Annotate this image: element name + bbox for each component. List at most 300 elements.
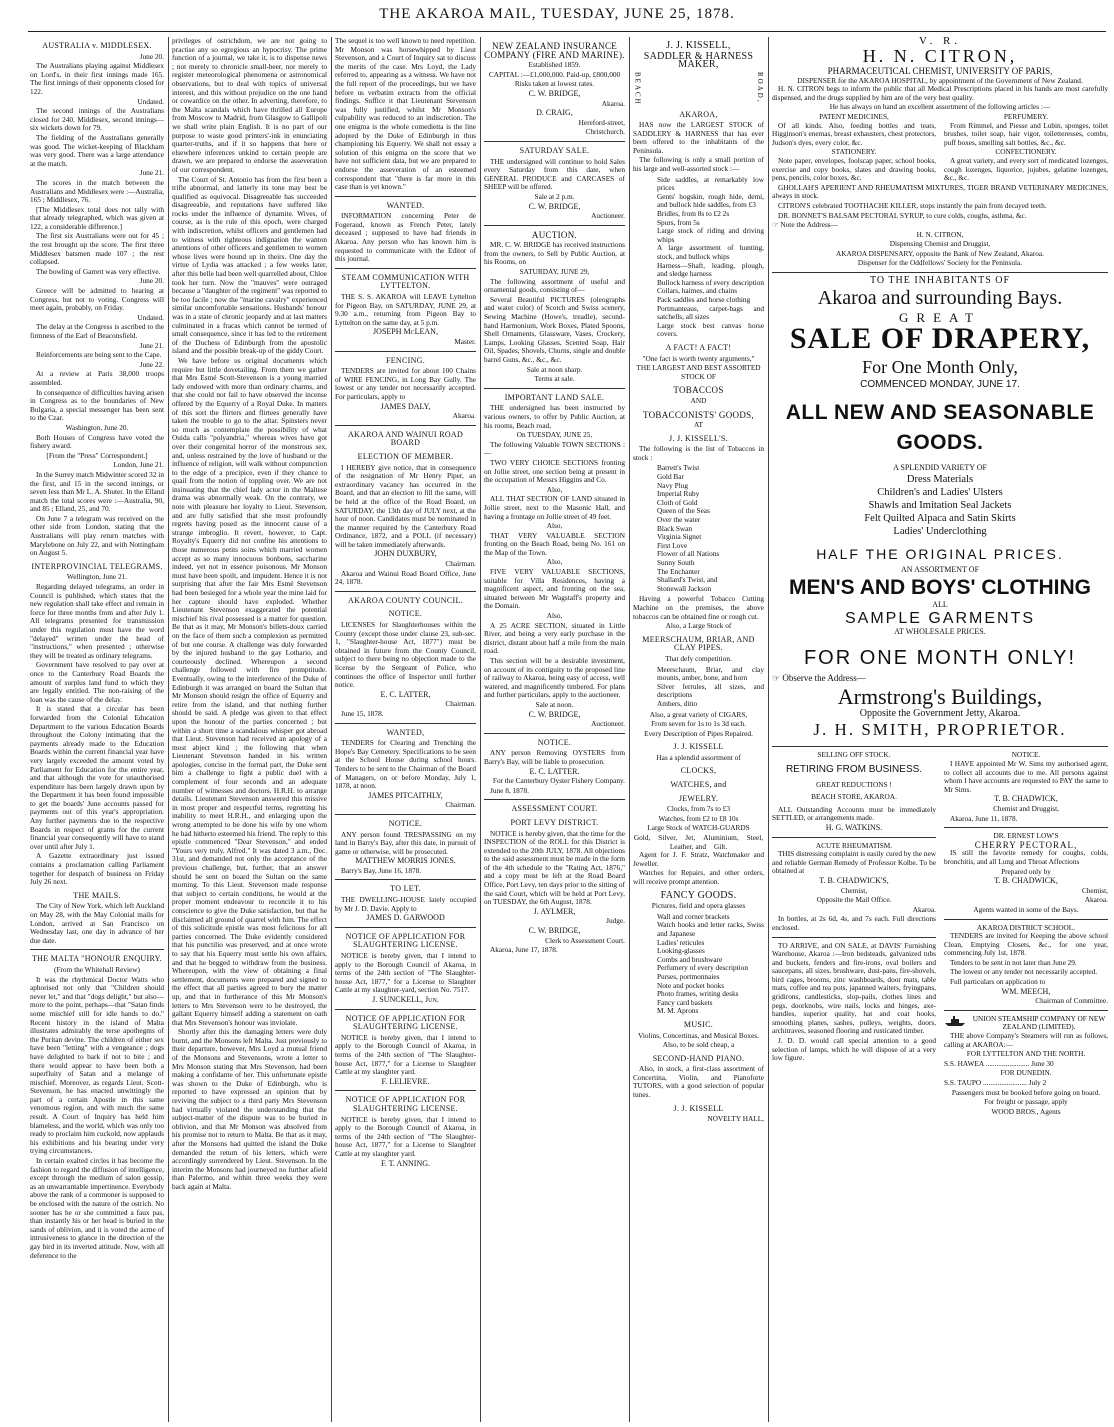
paragraph: Government have resolved to pay over at once to the Canterbury Road Boards the amount of surplus land fund to which they are legally entitled. The non-raising of the loan was the cause of the delay. [30,660,164,704]
ad-heading: ALL [932,600,948,610]
list-item: Gold, [633,833,651,843]
citron-title: H. N. CITRON, [862,45,1018,66]
ad-body: THAT VERY VALUABLE SECTION fronting on the Beach Road, being No. 161 on the Map of the Town. [484,530,625,557]
ad-heading: STEAM COMMUNICATION WITH LYTTELTON. [341,272,470,291]
signature: C. W. BRIDGE, [528,201,581,211]
dateline: Undated. [137,312,164,322]
ad-body: THE undersigned has been instructed by various owners, to offer by Public Auction, at his rooms, Beach road, [484,403,625,430]
divider [484,388,625,389]
ad-heading: AKAROA COUNTY COUNCIL. [348,595,463,605]
ad-heading: AKAROA AND WAINUI ROAD BOARD [347,429,464,448]
paragraph: [The Middlesex total does not tally with that already telegraphed, which was given at 122, a considerable difference.] [30,204,164,231]
section-heading: INTERPROVINCIAL TELEGRAMS. [31,561,163,571]
ad-body: THE undersigned will continue to hold Sales every Saturday from this date, when GENERAL PRODUCE and CARCASES of SHEEP will be offered. [484,156,625,192]
ad-title: J. J. KISSELL, [666,40,731,51]
ad-body: FIVE VERY VALUABLE SECTIONS, suitable for Villa Residences, having a magnificent aspect, and fronting on the sea, situated between Mr Wagstaff's property and the Domain. [484,567,625,611]
paragraph: The first six Australians were out for 45 ; the rest brought up the score. The first three Middlesex batsmen made 107 ; the rest collapsed. [30,231,164,267]
dateline: June 21. [139,168,164,178]
ad-heading: UNION STEAMSHIP COMPANY OF NEW ZEALAND (LIMITED). [972,1013,1106,1032]
signature: T. B. CHADWICK'S, [819,875,889,885]
paragraph: privileges of ostrichdom, we are not going to practise any so egregious an hypocrisy. The prime function of a journal, we take it, is to dispense news ; not merely to chronicle small-beer, nor merely to register meteorological phenomena or astronomical observations, but to deal with topics of universal interest, and this without prejudice on the one hand or cowardice on the other. In adverting, therefore, to the Malta scandals which have thrilled all Europe from Moscow to Madrid, from Glasgow to Gallipoli we shall write plain English. It is no part of our purpose to waste good printers'-ink in enunciating quarter-truths, and if it so happens that here or elsewhere inferences unkind to certain people are drawn, we are prepared to endorse the asseveration of our correspondent. [172,37,327,174]
ad-line: Risks taken at lowest rates. [514,79,595,89]
ad-line: From seven for 1s to 1s 3d each. [651,719,746,729]
list-item: Navy Plug [657,480,689,490]
list-item: Bullock harness of every description [657,277,764,287]
section-heading: THE MAILS. [73,890,121,900]
signature-place: Akaroa. [912,904,936,914]
ad-heading: NOTICE. [537,737,572,747]
ad-body: NOTICE is hereby given, that I intend to apply to the Borough Council of Akaroa, in terms of the 24th section of "The Slaughter-house Act, 1877," for a License to Slaughter Cattle at my slaughter yard. [335,1032,476,1077]
dateline: [From the "Press" Correspondent.] [46,450,148,460]
divider [335,814,476,815]
steamship-icon [944,1015,966,1027]
list-item: Leather, and [669,841,706,851]
ad-line: Also, [546,484,563,494]
ad-line: THE LARGEST AND BEST ASSORTED STOCK OF [636,363,761,381]
paragraph: Shortly after this the damaging letters were duly burnt, and the Monsons left Malta. Just previously to their departure, however, Mrs Loyd a mutual friend of the Monsons and Stevensons, wrote a letter to Mrs Monson stating that Mrs Stevenson, had been making a confidante of her. This unfortunate epistle was shown to the Duke of Edinburgh, who is reported to have expressed an opinion that by reviving the subject to a third party Mrs Stevenson had virtually violated the understanding that the subject-matter of the dispute was to be buried in oblivion, and that Mr Monson was absolved from his promise not to return to Malta. Be that as it may, after the Monsons had quitted the island the Duke demanded the return of his letters, which were accordingly surrendered by Lieut. Stevenson. In the interim the Monsons had journeyed no further afield than Palermo, and within three weeks they were back again at Malta. [172,1027,327,1191]
list-item: Children's and Ladies' Ulsters [877,486,1003,498]
divider [335,196,476,197]
ad-heading: NOTICE. [388,818,423,828]
dateline: Washington, June 20. [65,422,129,432]
list-item: Sunny South [657,558,695,568]
ad-heading: J. J. KISSELL'S. [669,433,728,443]
ad-body: Agent for J. F. Stratz, Watchmaker and Jeweller. [633,850,764,868]
signature-place: Akaroa. [1084,895,1108,905]
ad-line: Passengers must be booked before going on board. [951,1087,1101,1097]
ad-body: Of all kinds. Also, feeding bottles and teats, Higginson's enemas, breast exhausters, chest protectors, Judson's dyes, every color, &c. [772,120,936,147]
one-month-banner: FOR ONE MONTH ONLY! [803,647,1077,670]
ad-heading: AKAROA, [679,109,718,119]
ad-heading: PATENT MEDICINES, [819,111,889,121]
ad-line: Pictures, field and opera glasses [651,901,746,911]
dateline: London, June 21. [113,460,164,470]
paragraph: It is stated that a circular has been forwarded from the Colonial Education Department to the various Education Boards throughout the Colony intimating that the payments already made to the Education Boards within the current financial year have very largely exceeded the amount voted by Parliament for Education for the entire year, and that although the vote for unauthorised expenditure has been largely drawn upon by the Department it has been found impossible to get the boards' June accounts passed for payments out of this year's appropriation. Any further payments due to the respective Boards in respect of grants for the current financial year consequently will have to stand over until after July 1. [30,704,164,851]
ad-line: Dispensing Chemist and Druggist, [889,239,991,249]
signature: F. LELIEVRE. [381,1076,430,1086]
sub-column [772,751,936,1117]
drapery-sale: SALE OF DRAPERY, [789,322,1091,356]
dateline: June 22. [139,359,164,369]
signature-title: Clerk to Assessment Court. [545,935,625,945]
paragraph: In the Surrey match Midwinter scored 32 in the first, and 15 in the second innings, or seven less than Mr L. A. Shuter. In the Elland match the total scores were :—Australia, 90, and 85 ; Elland, 25, and 70. [30,469,164,514]
ad-body: Watches for Repairs, and other orders, will receive prompt attention. [633,868,764,887]
list-item: A large assortment of hunting, stock, and bullock whips [657,243,764,262]
ad-line: AKAROA DISPENSARY, opposite the Bank of New Zealand, Akaroa. [835,248,1044,258]
ad-line: NOVELTY HALL, [707,1114,764,1124]
list-item: Shallard's Twist, and [657,575,718,585]
side-word: ROAD, [756,71,764,104]
union-steamship-header [944,1015,1108,1032]
list-item: Spurs, from 5s [657,217,700,227]
ad-heading: NOTICE OF APPLICATION FOR SLAUGHTERING LICENSE. [345,1095,466,1113]
ad-line: Dispenser for the Oddfellows' Society for the Peninsula. [857,258,1023,268]
ad-body: THIS distressing complaint is easily cured by the new and reliable German Remedy of Professor Kolbe. To be obtained at [772,849,936,876]
ad-heading: WANTED, [386,727,425,737]
section-heading: AUSTRALIA v. MIDDLESEX. [42,41,152,50]
signature: C. W. BRIDGE, [528,709,581,719]
ad-line [772,674,1108,683]
signature-title: Chairman. [445,559,476,569]
dateline: June 20. [139,276,164,286]
column-divider [480,37,481,1422]
ad-line: Has a splendid assortment of [656,752,741,762]
list-item: Felt Quilted Alpaca and Satin Skirts [864,512,1016,524]
ad-heading: MEERSCHAUM, BRIAR, AND CLAY PIPES. [642,634,755,653]
ad-body: Note paper, envelopes, foolscap paper, school books, exercise and copy books, slates and drawing books, pens, pencils, color boxes, &c. [772,155,936,183]
sub-column [772,113,936,184]
ad-body: ANY person Removing OYSTERS from Barry's Bay, will be liable to prosecution. [484,748,625,766]
divider [484,799,625,800]
list-item: Bridles, from 8s to £2 2s [657,209,730,219]
signature: JOSEPH McLEAN, [373,327,438,337]
signature-title: Chairman of Committee. [1035,996,1108,1006]
list-item: Gold Bar [657,472,684,482]
paragraph: Greece will be admitted to hearing at Congress, but not to voting. Congress will meet again, probably, on Friday. [30,286,164,313]
ad-body: THE DWELLING-HOUSE lately occupied by Mr J. D. Davie. Apply to [335,895,476,913]
ad-heading: SECOND-HAND PIANO. [652,1053,745,1063]
divider [335,425,476,426]
ad-line: AT [694,420,703,430]
list-item: Perfumery of every description [657,963,748,973]
ad-line: Terms at sale. [534,374,575,384]
column-divider [331,37,332,1422]
paragraph: The sequel is too well known to need repetition. Mr Monson was horsewhipped by Lieut Stevenson, and a Court of Inquiry sat to discuss the merits of the case. Mrs Loyd, the Lady referred to, appearing as a witness. We have not the full report of the proceedings, but we have before us verbatim extracts from the official findings. Suffice it that Lieutenant Stevenson was fully justified, whilst Mr Monson's culpability was reduced to an indiscretion. The one enigma is the whole comedietta is the line adopted by the Duke of Edinburgh in thus championing his Equerry. We shall not essay a solution of this enigma on the score that we have not sufficient data, but we are prepared to endorse the asseveration of an esteemed correspondent that "there is far more in this case than is yet known." [335,37,476,192]
ad-body: TENDERS are invited for about 100 Chains of WIRE FENCING, in Long Bay Gully. The lowest or any tender not necessarily accepted. For particulars, apply to [335,366,476,401]
list-item: Silver, [658,833,678,843]
drapery-month: For One Month Only, [862,357,1018,378]
divider [335,723,476,724]
ad-heading: WATCHES, and [670,780,727,790]
divider [944,1010,1108,1011]
ad-line-text: Note the Address— [780,220,838,230]
list-item: Ambers, ditto [657,698,698,708]
signature-title: Opposite the Mail Office. [816,895,892,905]
ad-line: "One fact is worth twenty arguments," [642,353,755,363]
ad-body: NOTICE is hereby given, that I intend to apply to the Borough Council of Akaroa, in terms of the 24th section of "The Slaughter-house Act, 1877," for a License to Slaughter Cattle at my slaughter yard. [335,1114,476,1158]
list-item: Photo frames, writing desks [657,989,739,999]
ad-body: LICENSES for Slaughterhouses within the County (except those under clause 23, sub-sec. 1, "Slaughter-house Act, 1877") must be obtained in future from the County Council, subject to there being no objection made to the license by the Sergeant of Police, who continues the office of Inspector until further notice. [335,620,476,690]
list-item: Gilt. [713,841,728,851]
paragraph: At a review at Paris 38,000 troops assembled. [30,369,164,387]
ad-heading: CONFECTIONERY. [995,147,1057,157]
ad-line: Every Description of Pipes Repaired. [644,728,753,738]
ad-body: CITRON'S celebrated TOOTHACHE KILLER, stops instantly the pain from decayed teeth. [778,200,1047,210]
ad-line: Sale at noon sharp. [526,364,583,374]
ad-line: Sale at 2 p.m. [534,191,575,201]
signature-title: Chairman. [445,699,476,709]
list-item: Combs and brushware [657,954,723,964]
paragraph: In consequence of difficulties having arisen in Congress as to the boundaries of New Bulgaria, a special messenger has been sent to the Czar. [30,387,164,423]
divider [484,733,625,734]
ad-body: A 25 ACRE SECTION, situated in Little River, and being a very early purchase in the district, distant about half a mile from the main road. [484,620,625,656]
signature-date: Akaroa, June 17, 1878. [490,945,558,955]
ad-heading: AKAROA DISTRICT SCHOOL. [976,922,1076,932]
signature: E. C. LATTER. [529,766,580,776]
list-item: Queen of the Seas [657,506,710,516]
ad-body: Full particulars on application to [950,977,1046,987]
ad-line: FOR DUNEDIN. [1000,1068,1052,1078]
ad-line: Large Stock of WATCH-GUARDS [647,823,750,833]
paragraph: Regarding delayed telegrams, an order in Council is published, which states that the new regulation shall take effect and remain in force for three months from and after July 1. All telegrams presented for transmission under this regulation must have the word "delayed" written under the head of "instructions," when presented ; otherwise they will be treated as ordinary telegrams. [30,582,164,660]
signature-title: Chairman. [445,800,476,810]
column-news-2 [172,37,327,1422]
signature: H. G. WATKINS. [825,822,883,832]
ad-heading: A FACT! A FACT! [665,342,732,352]
list-item: Side saddles, at remarkably low prices [657,174,764,193]
signature: D. CRAIG, [536,108,573,118]
signature-title: Chemist, [840,885,868,895]
ad-heading: DR. ERNEST LOW'S [993,831,1059,841]
list-item: Cloth of Gold [657,497,698,507]
list-item: Wall and corner brackets [657,911,730,921]
list-item: Dress Materials [906,473,974,485]
ad-body: IS still the favorite remedy for coughs, colds, bronchitis, and all Lung and Throat Affections [944,848,1108,866]
signature: J. AYLMER, [533,906,576,916]
paragraph: Both Houses of Congress have voted the fishery award. [30,432,164,451]
signature-title: Judge. [606,916,625,926]
ad-heading: IMPORTANT LAND SALE. [504,392,605,402]
ad-heading: NOTICE. [1011,750,1041,760]
two-column-block [772,751,1108,1117]
ad-body: From Rimmel, and Piesse and Lubin, sponges, toilet brushes, toilet soap, hair vigor, toiletteresses, combs, puff boxes, smelling salt bottles, &c., &c. [944,120,1108,147]
signature-title: For the Canterbury Oyster Fishery Company. [492,776,625,786]
smith-title: J. H. SMITH, PROPRIETOR. [813,720,1067,740]
signature-date: June 8, 1878. [490,785,529,795]
list-item: Fancy card baskets [657,997,713,1007]
ad-body: A great variety, and every sort of medicated lozenges, cough lozenges, liquorice, jujubes, gelatine lozenges, &c., &c. [944,155,1108,183]
ad-line: Also, to be sold cheap, a [662,1040,735,1050]
ad-title: SADDLER & HARNESS MAKER, [643,50,754,71]
drapery-great: GREAT [899,309,981,325]
ad-body: The following Valuable TOWN SECTIONS :— [484,439,625,458]
paragraph: The Australians playing against Middlesex on Lord's, in their first innings made 165. The first innings of their opponents closed for 122. [30,61,164,96]
paragraph: The second innings of the Australians closed for 240. Middlesex, second innings—six wickets down for 79. [30,106,164,133]
ad-body: TENDERS for Clearing and Trenching the Hope's Bay Cemetery. Specifications to be seen at the School House during school hours. Tenders to be sent to the Chairman of the Board of Managers, on or before Monday, July 1, 1878, at noon. [335,738,476,791]
ad-body: TENDERS are invited for Keeping the above school Clean, Emptying Closets, &c., for one year, commencing July 1st, 1878. [944,931,1108,958]
drapery-title: Akaroa and surrounding Bays. [817,286,1063,309]
divider [335,591,476,592]
ad-heading: AN ASSORTMENT OF [900,565,980,575]
list-item: Steel, [746,833,764,843]
divider [944,827,1108,828]
signature-title: Auctioneer. [591,719,625,729]
list-item: Flower of all Nations [657,549,720,559]
ad-line: Also, [546,611,563,621]
list-item: Harness—Shaft, leading, plough, and sledge harness [657,260,764,279]
signature-date: June 15, 1878. [341,708,384,718]
ad-heading: NOTICE OF APPLICATION FOR SLAUGHTERING LICENSE. [345,931,466,950]
sub-column [944,113,1108,184]
paragraph: The fielding of the Australians generally was good. The wicket-keeping of Blackham was very good. There was a large attendance at the match. [30,132,164,168]
list-item: Looking-glasses [657,946,705,956]
ad-line: FOR LYTTELTON AND THE NORTH. [966,1049,1086,1059]
list-item: First Love [657,540,688,550]
ad-heading: FANCY GOODS. [660,889,737,901]
ad-body: This section will be a desirable investment, on account of its contiguity to the proposed line of railway to Akaroa, being easy of access, well watered, and magnificently timbered. For plans and further particulars, apply to the auctioneer. [484,656,625,700]
column-ads-3 [335,37,476,1422]
list-item: Gents' hogskin, rough hide, demi, and bullock hide saddles, from £3 [657,191,764,210]
ad-body: INFORMATION concerning Peter de Fogeraud, known as French Peter, lately deceased ; supposed to have had friends in Akaroa. Any person who has known him is requested to communicate with the Editor of this journal. [335,211,476,264]
column-divider [629,37,630,1422]
signature-date: Akaroa and Wainui Road Board Office, June 24, 1878. [335,568,476,587]
ad-heading: WANTED. [386,200,425,210]
ad-body: NOTICE is hereby given, that the time for the INSPECTION of the ROLL for this District is extended to the 20th JULY, 1878. All objections to the said assessment must be made in the form of the 4th schedule to the "Rating Act, 1876," and a copy must be left at the Road Board Office, Port Levy, ten days prior to the sitting of the said Court, which will be held at Port Levy, on TUESDAY, the 6th August, 1878. [484,828,625,907]
guards-list [633,834,764,851]
signature-title: Master. [454,337,476,346]
signature-title: Chemist and Druggist, [993,803,1059,813]
signature: JAMES PITCAITHLY, [368,790,443,800]
pointing-hand-icon: ☞ [772,220,779,230]
signature-place: Akaroa. [601,98,625,108]
ad-heading: AT WHOLESALE PRICES. [894,626,986,636]
dateline: Undated. [137,96,164,106]
ad-body: Several Beautiful PICTURES (oleographs and water color) of Scotch and Swiss scenery, Sewing Machine (Howe's, treadle), second-hand Harmonium, Work Boxes, Plated Spoons, Shell Ornaments, Glassware, Vases, Crockery, Lamps, Looking Glasses, Scented Soap, Hair Oil, Spades, Shovels, Churns, single and double barrel Guns, &c., &c., &c. [484,294,625,364]
list-item: Ladies' Underclothing [893,525,987,537]
ad-body: MR. C. W. BRIDGE has received instructions from the owners, to Sell by Public Auction, at his Rooms, on [484,240,625,267]
list-item: Large stock best canvas horse covers. [657,320,764,339]
column-right-ads [772,37,1108,1422]
ad-heading: SELLING OFF STOCK. [817,750,891,760]
dateline: Wellington, June 21. [66,572,128,582]
divider [335,927,476,928]
ad-heading: FENCING. [385,355,426,365]
paragraph: The scores in the match between the Australians and Middlesex were :—Australia, 165 ; Middlesex, 76. [30,177,164,205]
divider [484,141,625,142]
signature-date: Barry's Bay, June 16, 1878. [341,865,422,875]
ad-body: I HEREBY give notice, that in consequence of the resignation of Mr Henry Piper, an extraordinary vacancy has occurred in the Board, and that an election to fill the same, will be held at the office of the Road Board, on SATURDAY, the 13th day of JULY next, at the hour of noon. Candidates must be nominated in the manner required by the Canterbury Road Ordinance, 1872, and a POLL (if necessary) will be taken immediately afterwards. [335,462,476,549]
ad-heading: TOBACCOS [673,385,724,396]
divider [335,1009,476,1010]
signature: MATTHEW MORRIS JONES. [355,856,456,866]
paragraph: The Court of St. Antonio has from the first been a trifle abnormal, and latterly its tone may best be qualified as equivocal. Disagreeable has succeeded disagreeable, and reputations have suffered like rocks under the influence of dynamite. Wives, of course, as is the rule of this epoch, were charged with indiscretion, whilst officers and gentlemen had to witness with righteous indignation the wanton attentions of other officers and gentlemen to women whose lives were bound up in theirs. One day the virtue of Lydia was attacked ; a few weeks later, after this belle had been well quarrelled about, Chloe took her turn. Now the "mauves" were outraged because a "daughter of the regiment" was reported to be too facile ; now the "marine cavalry" experienced similar uncomfortable sensations. Husbands' honour was in a state of chronic jeopardy and at last matters culminated in a fracas which cannot be termed of small consequence, since it has led to the retirement of the Duchess of Edinburgh from the apostolic island and the possible break-up of the giddy Court. [172,174,327,356]
fancy-list [633,913,764,1016]
ad-line: On TUESDAY, JUNE 25, [516,430,593,440]
ad-body: H. N. CITRON begs to inform the public that all Medical Prescriptions placed in his hands are most carefully dispensed, and the drugs supplied by him are of the very best quality. [772,84,1108,102]
ad-line: Established 1859. [528,60,581,70]
signature: WM. MEECH, [1001,986,1051,996]
divider [772,746,1108,747]
signature-title: Auctioneer. [591,211,625,221]
ad-heading: NOTICE OF APPLICATION FOR SLAUGHTERING LICENSE. [345,1013,466,1032]
signature: J. SUNCKELL, Jun. [372,995,439,1004]
masthead-rule [28,31,1106,32]
ad-heading: GREAT REDUCTIONS ! [816,779,892,789]
ad-heading: NOTICE. [388,609,423,619]
item-list [633,176,764,339]
ad-body: The following is the list of Tobaccos in stock : [633,444,764,462]
column-kissell-ad [633,37,764,1422]
ad-body: Having a powerful Tobacco Cutting Machine on the premises, the above tobaccos can be obtained fine or rough cut. [633,594,764,621]
clothing-banner: MEN'S AND BOYS' CLOTHING [788,576,1092,600]
ad-line: Sale at noon. [535,699,574,709]
ad-line: He has always on hand an excellent assortment of the following articles :— [829,102,1051,112]
side-word: BEACH [633,71,642,106]
ad-line: For freight or passage, apply [984,1097,1068,1107]
list-item: Silver ferrules, all sizes, and descriptions [657,681,764,700]
list-item: Ladies' reticules [657,937,705,947]
list-item: Collars, haimes, and chains [657,286,738,296]
ad-heading: ASSESSMENT COURT. [511,804,598,814]
citron-subtitle: DISPENSER for the AKAROA HOSPITAL, by appointment of the Government of New Zealand. [797,75,1083,85]
ad-line: CAPITAL :—£1,000,000. Paid-up, £800,000 [488,69,621,79]
list-item: Jet, [685,833,696,843]
divider [335,1090,476,1091]
list-item: Pack saddles and horse clothing [657,294,751,304]
paragraph: It was the rhythmical Doctor Watts who aphorised not only that "Children should never let," and that "dogs delight," but also—more to the point, perhaps—that "Satan finds some mischief still for idle hands to do." Recent history in the island of Malta illustrates admirably the terse apothegms of the Puritan devine. The children of either sex have been "letting" with a vengeance ; dogs have delighted to bark if not to bite ; and there would appear to have been both a superfluity of Satan and a melange of mischief. Moreover, as regards Lieut. Scott-Stevenson, he has enacted unwittingly the part of a certain Apostle in this same venomous region, and with much the same result. A Court of Inquiry has held him blameless, and the world, which was only too ready to proclaim him cuckold, now applauds his exhibitions and his bearing under very trying circumstances. [30,974,164,1156]
ad-body: TO ARRIVE, and ON SALE, at DAVIS' Furnishing Warehouse, Akaroa :—Iron bedsteads, galvanized tubs and buckets, fenders and fire-irons, oval boilers and saucepans, all sizes, brushware, dust-pans, fire-shovels, bird cages, brooms, zinc washboards, door mats, table mats, coffee and tea pots, japanned waiters, fryingpans, gridirons, candlesticks, slop-pails, clothes lines and pegs, doorknobs, wire nails, locks and hinges, axe-handles, superior quality, hat and coat hooks, smoothing planes, sashes, pulleys, weights, doors, architraves, seasoned flooring and rusticated timber. [772,940,936,1036]
ad-heading: BEACH STORE, AKAROA. [811,792,897,802]
vr-cipher: V. R. [918,37,962,47]
ad-heading: SATURDAY SALE. [519,145,590,155]
sub-column [944,751,1108,1117]
divider [335,879,476,880]
paragraph: The bowling of Garrett was very effective. [36,266,161,276]
ad-line: Also, [546,557,563,567]
dateline: June 20. [139,51,164,61]
ad-line: Agents wanted in some of the Bays. [973,904,1079,914]
ad-heading: TOBACCONISTS' GOODS, [643,409,754,420]
ad-body: THE above Company's Steamers will run as follows, calling at AKAROA:— [944,1031,1108,1049]
signature-place: Christchurch. [585,127,625,137]
all-new-banner: ALL NEW AND SEASONABLE GOODS. [785,401,1095,455]
signature-title: Chemist, [1081,885,1108,895]
ad-line: Clocks, from 7s to £3 [666,804,731,814]
paragraph: On June 7 a telegram was received on the other side from London, stating that the Australians will play return matches with Marylebone on July 22, and with Nottingham on August 5. [30,513,164,558]
drapery-commenced: COMMENCED MONDAY, JUNE 17. [860,379,1020,391]
list-item: Black Swan [657,523,693,533]
list-item: The Enchanter [657,566,700,576]
signature: JOHN DUXBURY, [374,549,437,559]
half-price-banner: HALF THE ORIGINAL PRICES. [816,545,1064,562]
ad-heading: MUSIC. [683,1019,714,1029]
ad-body: The following is only a small portion of his large and well-assorted stock :— [633,155,764,174]
divider [484,225,625,226]
column-divider [168,37,169,1422]
ad-body: THE S. S. AKAROA will LEAVE Lyttelton for Pigeon Bay, on SATURDAY, JUNE 29, at 9.30 a.m., returning from Pigeon Bay to Lyttelton on the same day, at 5 p.m. [335,292,476,327]
dateline: June 21. [139,340,164,350]
tobacco-list [633,464,764,593]
ad-line: S.S. TAUPO ........................ July 2 [944,1078,1047,1087]
ad-line: AND [690,395,707,405]
ad-line: H. N. CITRON, [916,229,964,239]
two-column-block [772,113,1108,184]
list-item: Aluminium, [703,833,739,843]
divider [772,837,936,838]
ad-line: WOOD BROS., Agents [991,1106,1061,1116]
ad-heading: CHERRY PECTORAL, [974,839,1078,850]
ad-body: The lowest or any tender not necessarily accepted. [950,967,1098,977]
ad-body: ANY person found TRESPASSING on my land in Barry's Bay, after this date, in pursuit of game or otherwise, will be prosecuted. [335,829,476,856]
ad-line: That defy competition. [665,653,732,663]
divider [772,272,1108,273]
ad-heading: PERFUMERY. [1003,111,1049,121]
ad-line-text: Observe the Address— [782,673,866,684]
ad-heading: TO LET. [390,884,421,894]
ad-body: Also, in stock, a first-class assortment of Concertina, Violin, and Pianoforte TUTORS, with a good selection of popular tunes. [633,1064,764,1100]
source-line: (From the Whitehall Review) [54,964,140,974]
ad-body: J. D. D. would call special attention to a good selection of lamps, which he will dispose of at a very low figure. [772,1036,936,1063]
paragraph: We have before us original documents which require but little dovetailing. From them we gather that Mrs Esmé Scott-Stevenson is a young married lady endowed with more than ordinary charms, and that she could not fail to have observed the incense offered by the Equerry of a Royal Duke. In matters of this sort the flirters and flirtees generally have taken the trouble to go to the altar. Spinsters never so much as contemplate the possibility of what Ouida calls "polyandria," whereas wives have got over their congenital horror of the monstrous sex, and, unless restrained by the love of husband or the influence of religion, will walk without compunction to the edge of a precipice, even if they chance to quail from the notion of toppling over. We are not insinuating that the chief lady actor in the Maltese drama was abnormally weak. On the contrary, we note with pleasure her loyalty to Lieut. Stevenson, and are fully satisfied that she most profoundly regrets having posed as the innocent cause of a strange imbroglio. It revert, however, to Capt. Royalty's Equerry did not confine his attentions to those numerous petits soins which married women accept as so many innocuous bonbons, saccharine indeed, yet not in essence poisonous. Mr Monson must have been spoilt, and impudent. Hence it is not surprising that after the fair Mrs Esmé Stevenson had been besieged for a whole year the mine laid for her capture should have exploded. Whether Lieutenant Stevenson exaggerated the potential mischief his rival possessed is a matter for question. Be that as it may, Mr Monson's billets-doux carried on the face of them such a complexion as permitted of but one course. A challenge was duly forwarded by the injured husband to the gay Lothario, and courteously declined. Whereupon a second challenge followed with fire promptitude. Eventually, owing to the interference of the Duke of Edinburgh it was arranged on board the Sultan that Mr Monson should resign the office of Equerry and retire from the island, and that nothing further should be said. A pledge was given to that effect upon the honour of the parties concerned ; but within a short time a scandalous whisper got abroad that Lieut. Stevenson had received an apology of a most abject kind ; the following that when Lieutenant Stevenson handed in his written apologies, concise in the formal part, the Duke sent him a challenge to fight a public duel with a complement of four seconds and an adequate number of witnesses and doctors. H.R.H. to arrange details. Lieutenant Stevenson answered this missive in most proper and respectful terms, regretting his inability to meet H.R.H., and enlarging upon the wrong attempted to be done his wife by one whom he had hitherto esteemed his friend. The reply to this epistle commenced "Dear Stevenson," and ended "Yours very truly, Alfred." It was dated 3 a.m., Dec. 31st, and demanded not only the acceptance of the previous challenge, but, further, that an answer should be sent on board the Sultan on the same morning. To this Lieut. Stevenson made response that subject to certain conditions, he would at the proper moment endeavour to reconcile it to his conscience to give the Duke satisfaction, but that he disclaimed all ground of quarrel with him. The effect of this solicitude epistle was most felicitous for all parties concerned. The Duke evidently considered that his punctilio was preserved, and at once wrote to say that his Equerry must settle his own affairs, and that he begged to withdraw from the business. Whereupon, with the view of obtaining a final settlement, documents were prepared and signed to the effect that all parties agreed to bury the matter up, and that in furtherance of this Mr Monson's letters to Mrs Stevenson were to be destroyed, the gallant Equerry himself adding a statement on oath that Mrs Stevenson's honour was inviolate. [172,355,327,1027]
paragraph: The delay at the Congress is ascribed to the firmness of the Earl of Beaconsfield. [30,322,164,340]
signature: C. W. BRIDGE, [528,88,581,98]
ad-heading: J. J. KISSELL [673,742,724,752]
ad-body: DR. BONNET'S BALSAM PECTORAL SYRUP, to cure colds, coughs, asthma, &c. [778,210,1027,220]
ad-line: Watches, from £2 to £8 10s [658,813,739,823]
list-item: Meerschaum, Briar, and clay mounts, amber, bone, and horn [657,664,764,683]
divider [335,351,476,352]
ad-heading: PORT LEVY DISTRICT. [510,817,599,827]
